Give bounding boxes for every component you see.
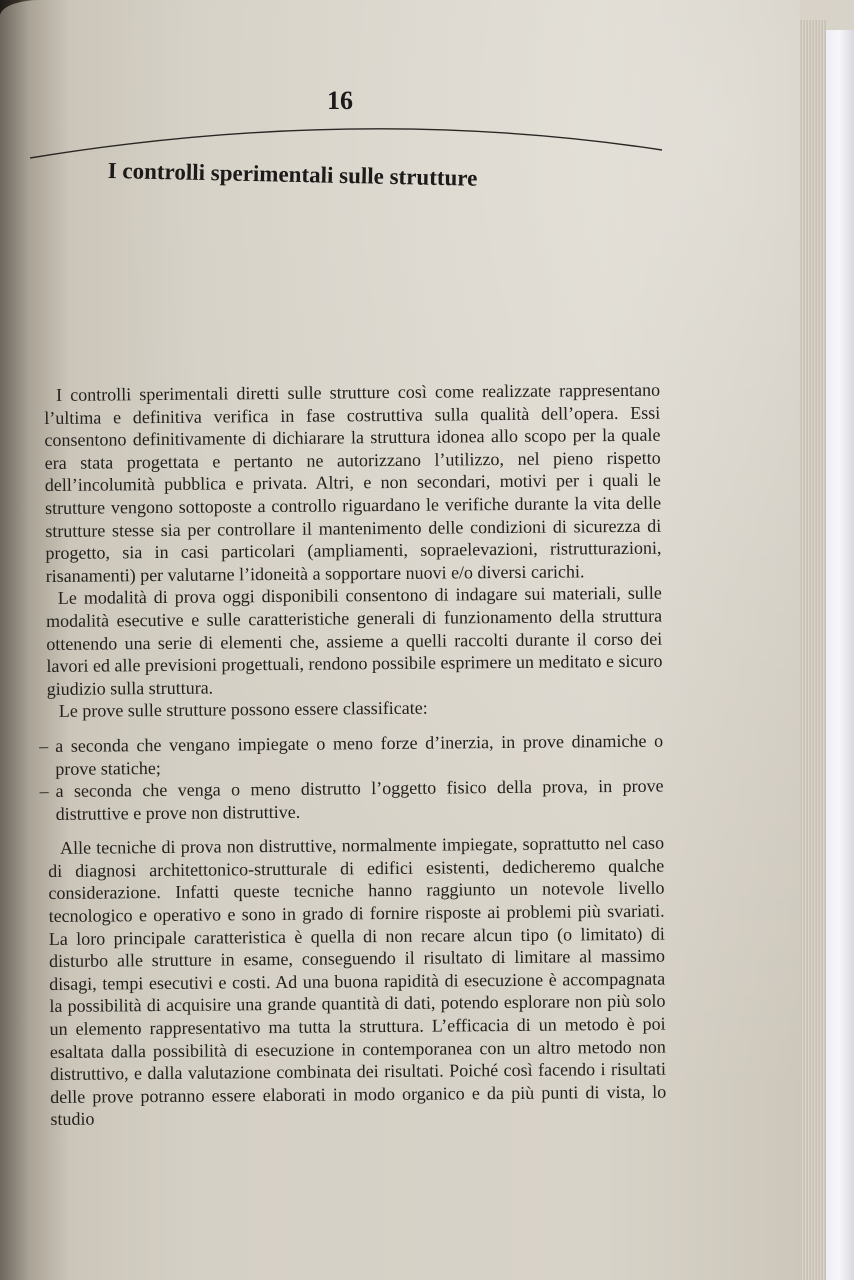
paragraph-intro: I controlli sperimentali diretti sulle strutture così come realizzate rappresentano l’ultima e definitiva verifica in fase costruttiva sulla qualità dell’opera. Essi consentono definitivamente di dichiarare la struttura idonea allo scopo per la quale era stata progettata e pertanto ne autorizzano l’utilizzo, nel pieno rispetto dell’incolumità pubblica e privata. Altri, e non secondari, motivi per i quali le strutture vengono sottoposte a controllo riguardano le verifiche durante la vita delle strutture stesse sia per controllare il mantenimento delle condizioni di sicurezza di progetto, sia in casi particolari (ampliamenti, sopraelevazioni, ristrutturazioni, risanamenti) per valutarne l’idoneità a sopportare nuovi e/o diversi carichi. (44, 379, 662, 586)
list-dash: – (39, 735, 49, 756)
page-stack-edges (796, 20, 826, 1280)
list-dash: – (39, 781, 49, 802)
book-cover-edge (824, 30, 854, 1280)
list-item-text: a seconda che vengano impiegate o meno forze d’inerzia, in prove dinamiche o prove statiche; (55, 730, 664, 779)
classification-list (39, 730, 664, 826)
chapter-body (39, 379, 667, 1131)
paragraph-methods: Le modalità di prova oggi disponibili consentono di indagare sui materiali, sulle modalità esecutive e sulle caratteristiche generali di funzionamento della struttura ottenendo una serie di elementi che, assieme a quelli raccolti durante il corso dei lavori ed alle previsioni progettuali, rendono possibile esprimere un meditato e sicuro giudizio sulla struttura. (45, 582, 663, 699)
chapter-number: 16 (327, 86, 353, 115)
list-item (39, 775, 664, 826)
list-item-text: a seconda che venga o meno distrutto l’oggetto fisico della prova, in prove distruttive e prove non distruttive. (55, 775, 664, 824)
paragraph-classification: Le prove sulle strutture possono essere classificate: (58, 697, 428, 722)
chapter-title: I controlli sperimentali sulle strutture (107, 158, 478, 191)
paragraph-non-destructive: Alle tecniche di prova non distruttive, normalmente impiegate, soprattutto nel caso di diagnosi architettonico-strutturale di edifici esistenti, dedicheremo qualche considerazione. Infatti queste tecniche hanno raggiunto un notevole livello tecnologico e operativo e sono in grado di fornire risposte ai problemi più svariati. La loro principale caratteristica è quella di non recare alcun tipo (o limitato) di disturbo alle strutture in esame, conseguendo il risultato di limitare al massimo disagi, tempi esecutivi e costi. Ad una buona rapidità di esecuzione è accompagnata la possibilità di acquisire una grande quantità di dati, potendo esplorare non più solo un elemento rappresentativo ma tutta la struttura. L’efficacia di un metodo è poi esaltata dalla possibilità di esecuzione in contemporanea con un altro metodo non distruttivo, e dalla valutazione combinata dei risultati. Poiché così facendo i risultati delle prove potranno essere elaborati in modo organico e da più punti di vista, lo studio (48, 832, 667, 1130)
list-item (39, 730, 664, 781)
